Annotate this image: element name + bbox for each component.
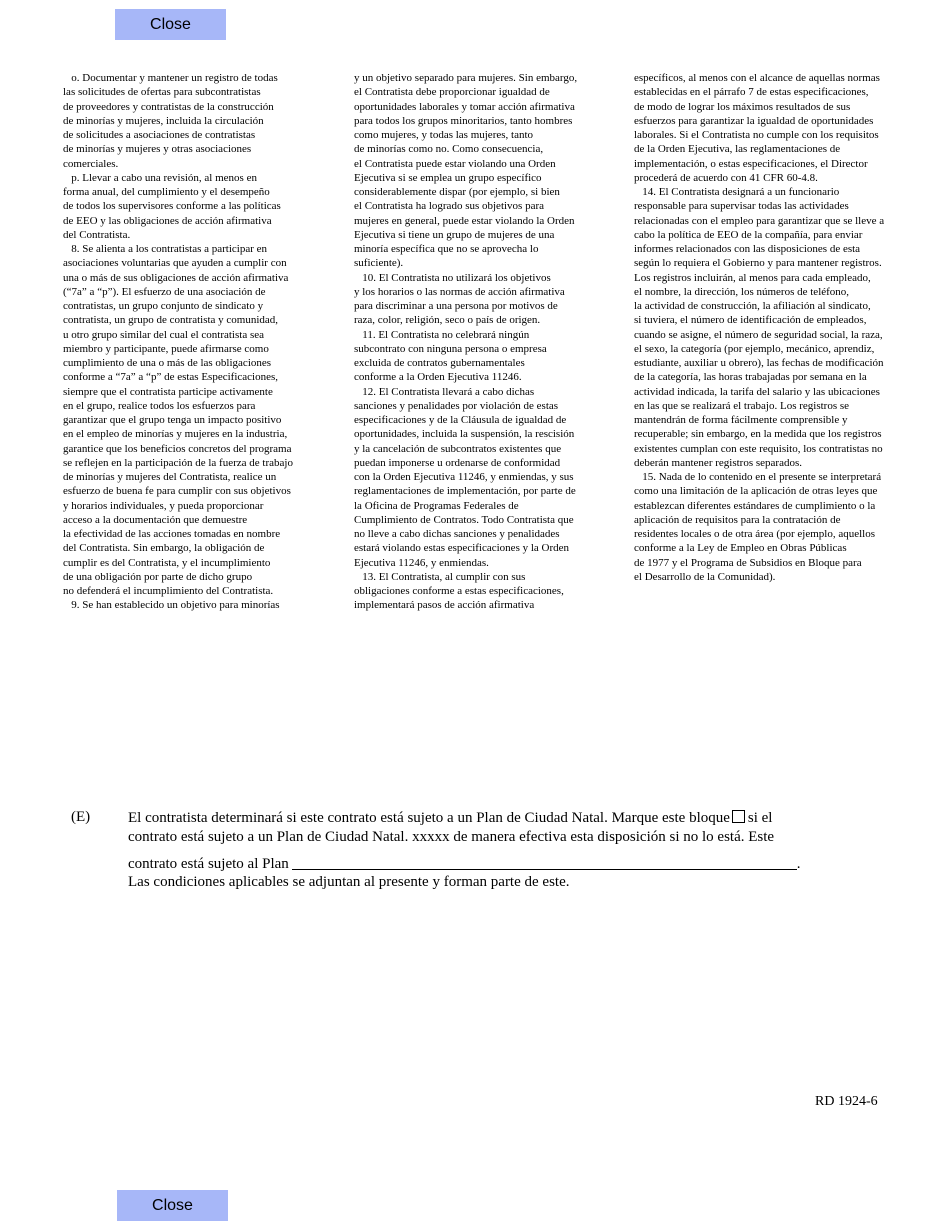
close-button-bottom[interactable]: Close bbox=[117, 1190, 228, 1221]
text-line: 15. Nada de lo contenido en el presente se interpretará bbox=[634, 471, 882, 483]
text-line: garantice que los beneficios concretos del programa bbox=[63, 442, 292, 455]
form-number: RD 1924-6 bbox=[815, 1094, 878, 1109]
text-line: responsable para supervisar todas las actividades bbox=[634, 200, 849, 213]
text-line: raza, color, religión, seco o país de origen. bbox=[354, 314, 541, 327]
text-line: de minorías y mujeres y otras asociaciones bbox=[63, 143, 252, 156]
section-e-line-3-end: . bbox=[796, 856, 801, 872]
plan-name-blank[interactable] bbox=[292, 855, 797, 870]
text-line: según lo requiera el Gobierno y para mantener registros. bbox=[634, 257, 882, 270]
text-line: de proveedores y contratistas de la construcción bbox=[63, 100, 274, 113]
text-line: y los horarios o las normas de acción afirmativa bbox=[354, 285, 565, 298]
text-line: mujeres en general, puede estar violando la Orden bbox=[354, 214, 575, 227]
text-line: cumplir es del Contratista, y el incumplimiento bbox=[63, 556, 271, 569]
text-line: el sexo, la categoría (por ejemplo, mecánico, aprendiz, bbox=[634, 342, 875, 355]
text-line: una o más de sus obligaciones de acción afirmativa bbox=[63, 271, 289, 284]
text-line: acceso a la documentación que demuestre bbox=[63, 513, 248, 526]
text-line: miembro y participante, puede afirmarse como bbox=[63, 342, 269, 355]
text-line: en las que se realizará el trabajo. Los registros se bbox=[634, 399, 850, 412]
text-line: del Contratista. bbox=[63, 228, 131, 241]
text-line: si tuviera, el número de identificación de empleados, bbox=[634, 314, 867, 327]
text-line: Cumplimiento de Contratos. Todo Contratista que bbox=[354, 513, 574, 526]
text-line: u otro grupo similar del cual el contratista sea bbox=[63, 328, 264, 341]
text-line: el Contratista ha logrado sus objetivos para bbox=[354, 200, 545, 213]
text-line: esfuerzo de buena fe para cumplir con sus objetivos bbox=[63, 485, 291, 498]
text-line: las solicitudes de ofertas para subcontratistas bbox=[63, 86, 261, 99]
text-line: procederá de acuerdo con 41 CFR 60-4.8. bbox=[634, 171, 818, 184]
text-line: se reflejen en la participación de la fuerza de trabajo bbox=[63, 456, 293, 469]
section-e-line-3-text: contrato está sujeto al Plan bbox=[128, 856, 289, 872]
text-line: no defenderá el incumplimiento del Contratista. bbox=[63, 585, 274, 597]
text-line: mantendrán de forma fácilmente comprensible y bbox=[634, 414, 848, 426]
text-line: de modo de lograr los máximos resultados de sus bbox=[634, 100, 851, 113]
text-line: recuperable; sin embargo, en la medida que los registros bbox=[634, 428, 882, 441]
text-line: actividad indicada, la tarifa del salario y las ubicaciones bbox=[634, 385, 880, 398]
text-line: cabo la política de EEO de la compañía, para enviar bbox=[634, 228, 863, 241]
text-line: la Oficina de Programas Federales de bbox=[354, 499, 519, 512]
text-line: oportunidades laborales y tomar acción afirmativa bbox=[354, 100, 575, 113]
text-line: de EEO y las obligaciones de acción afirmativa bbox=[63, 214, 272, 227]
text-line: de todos los supervisores conforme a las políticas bbox=[63, 200, 281, 213]
text-line: y horarios individuales, y pueda proporcionar bbox=[63, 499, 264, 512]
text-line: asociaciones voluntarias que ayuden a cumplir con bbox=[63, 257, 287, 270]
text-line: 13. El Contratista, al cumplir con sus bbox=[354, 570, 526, 583]
close-button-top[interactable]: Close bbox=[115, 9, 226, 40]
text-line: con la Orden Ejecutiva 11246, y enmiendas, y sus bbox=[354, 471, 574, 483]
text-line: subcontrato con ninguna persona o empresa bbox=[354, 342, 547, 355]
text-line: para todos los grupos minoritarios, tanto hombres bbox=[354, 114, 573, 127]
text-line: 12. El Contratista llevará a cabo dichas bbox=[354, 385, 535, 398]
text-line: Ejecutiva si tiene un grupo de mujeres de una bbox=[354, 228, 555, 241]
text-line: establezcan diferentes estándares de cumplimiento o la bbox=[634, 499, 876, 512]
text-line: conforme a la Orden Ejecutiva 11246. bbox=[354, 371, 522, 384]
text-line: laborales. Si el Contratista no cumple con los requisitos bbox=[634, 129, 879, 141]
text-column-right bbox=[634, 71, 924, 584]
text-line: 14. El Contratista designará a un funcionario bbox=[634, 186, 840, 198]
text-line: o. Documentar y mantener un registro de todas bbox=[63, 72, 278, 84]
section-e-line-1-text: El contratista determinará si este contrato está sujeto a un Plan de Ciudad Natal. Marque este bloque bbox=[128, 810, 730, 826]
text-line: 10. El Contratista no utilizará los objetivos bbox=[354, 271, 551, 284]
text-line: en el empleo de minorías y mujeres en la industria, bbox=[63, 428, 288, 441]
hometown-plan-checkbox[interactable] bbox=[732, 810, 745, 823]
text-line: 11. El Contratista no celebrará ningún bbox=[354, 328, 530, 341]
text-line: no lleve a cabo dichas sanciones y penalidades bbox=[354, 528, 560, 540]
text-line: comerciales. bbox=[63, 157, 119, 170]
section-e-line-4: Las condiciones aplicables se adjuntan al presente y forman parte de este. bbox=[128, 874, 570, 890]
text-line: reglamentaciones de implementación, por parte de bbox=[354, 485, 576, 498]
text-line: informes relacionados con las disposiciones de esta bbox=[634, 243, 861, 255]
text-line: del Contratista. Sin embargo, la obligación de bbox=[63, 542, 265, 555]
text-line: de una obligación por parte de dicho grupo bbox=[63, 570, 253, 583]
text-line: el Contratista puede estar violando una Orden bbox=[354, 157, 556, 170]
text-line: el Contratista debe proporcionar igualdad de bbox=[354, 86, 550, 99]
text-line: contratistas, un grupo conjunto de sindicato y bbox=[63, 300, 264, 312]
text-line: puedan imponerse u ordenarse de conformidad bbox=[354, 456, 561, 469]
text-line: el nombre, la dirección, los números de teléfono, bbox=[634, 285, 850, 298]
text-line: (“7a” a “p”). El esfuerzo de una asociación de bbox=[63, 285, 266, 298]
text-line: contratista, un grupo de contratista y comunidad, bbox=[63, 314, 279, 327]
text-line: estará violando estas especificaciones y la Orden bbox=[354, 542, 570, 555]
text-line: de minorías como no. Como consecuencia, bbox=[354, 143, 544, 156]
text-line: de 1977 y el Programa de Subsidios en Bloque para bbox=[634, 556, 862, 569]
text-line: minoría específica que no se aprovecha lo bbox=[354, 243, 539, 255]
text-line: Ejecutiva si se emplea un grupo específico bbox=[354, 171, 542, 184]
text-line: excluida de contratos gubernamentales bbox=[354, 357, 525, 369]
text-line: considerablemente dispar (por ejemplo, si bien bbox=[354, 186, 560, 198]
text-line: el Desarrollo de la Comunidad). bbox=[634, 570, 776, 583]
section-e bbox=[0, 806, 950, 906]
text-line: Ejecutiva 11246, y enmiendas. bbox=[354, 556, 489, 569]
text-line: establecidas en el párrafo 7 de estas especificaciones, bbox=[634, 86, 869, 99]
text-line: existentes cumplan con este requisito, los contratistas no bbox=[634, 442, 883, 455]
text-line: para discriminar a una persona por motivos de bbox=[354, 300, 558, 312]
section-e-line-2: contrato está sujeto a un Plan de Ciudad Natal. xxxxx de manera efectiva esta disposición si no lo está. Este bbox=[128, 829, 775, 845]
text-line: de la categoría, las horas trabajadas por semana en la bbox=[634, 371, 867, 384]
text-line: suficiente). bbox=[354, 257, 404, 270]
section-e-line-1-end: si el bbox=[747, 810, 773, 826]
text-line: relacionadas con el empleo para garantizar que se lleve a bbox=[634, 214, 885, 227]
text-line: forma anual, del cumplimiento y el desempeño bbox=[63, 186, 270, 198]
text-line: de la Orden Ejecutiva, las reglamentaciones de bbox=[634, 143, 841, 156]
text-line: como una limitación de la aplicación de otras leyes que bbox=[634, 485, 878, 498]
text-line: 9. Se han establecido un objetivo para minorías bbox=[63, 599, 280, 612]
text-line: cumplimiento de una o más de las obligaciones bbox=[63, 357, 272, 369]
text-line: siempre que el contratista participe activamente bbox=[63, 385, 273, 398]
section-e-line-3 bbox=[128, 855, 801, 874]
text-line: específicos, al menos con el alcance de aquellas normas bbox=[634, 72, 880, 84]
text-line: y un objetivo separado para mujeres. Sin embargo, bbox=[354, 72, 578, 84]
text-line: aplicación de requisitos para la contratación de bbox=[634, 513, 841, 526]
text-column-left bbox=[63, 71, 325, 613]
text-line: deberán mantener registros separados. bbox=[634, 456, 802, 469]
text-line: cuando se asigne, el número de seguridad social, la raza, bbox=[634, 328, 883, 341]
text-column-middle bbox=[354, 71, 616, 613]
text-line: en el grupo, realice todos los esfuerzos para bbox=[63, 399, 256, 412]
text-line: de solicitudes a asociaciones de contratistas bbox=[63, 129, 256, 141]
text-line: obligaciones conforme a estas especificaciones, bbox=[354, 585, 564, 597]
text-line: oportunidades, incluida la suspensión, la rescisión bbox=[354, 428, 575, 441]
text-line: implementación, o estas especificaciones, el Director bbox=[634, 157, 868, 170]
text-line: especificaciones y de la Cláusula de igualdad de bbox=[354, 414, 567, 426]
text-line: de minorías y mujeres del Contratista, realice un bbox=[63, 471, 277, 483]
text-line: 8. Se alienta a los contratistas a participar en bbox=[63, 243, 268, 255]
text-line: estudiante, auxiliar u obrero), las fechas de modificación bbox=[634, 357, 884, 369]
text-line: y la cancelación de subcontratos existentes que bbox=[354, 442, 562, 455]
text-line: la actividad de construcción, la afiliación al sindicato, bbox=[634, 300, 871, 312]
text-line: implementará pasos de acción afirmativa bbox=[354, 599, 535, 612]
text-line: de minorías y mujeres, incluida la circulación bbox=[63, 114, 264, 127]
text-line: conforme a la Ley de Empleo en Obras Públicas bbox=[634, 542, 847, 555]
text-line: esfuerzos para garantizar la igualdad de oportunidades bbox=[634, 114, 874, 127]
text-line: residentes locales o de otra área (por ejemplo, aquellos bbox=[634, 528, 875, 540]
text-line: sanciones y penalidades por violación de estas bbox=[354, 399, 559, 412]
text-line: garantizar que el grupo tenga un impacto positivo bbox=[63, 414, 282, 426]
section-e-line-1 bbox=[128, 809, 772, 828]
text-line: la efectividad de las acciones tomadas en nombre bbox=[63, 528, 281, 540]
text-line: p. Llevar a cabo una revisión, al menos en bbox=[63, 171, 257, 184]
text-line: como mujeres, y todas las mujeres, tanto bbox=[354, 129, 534, 141]
section-e-label: (E) bbox=[71, 809, 91, 825]
text-line: conforme a “7a” a “p” de estas Especificaciones, bbox=[63, 371, 278, 384]
text-line: Los registros incluirán, al menos para cada empleado, bbox=[634, 271, 871, 284]
